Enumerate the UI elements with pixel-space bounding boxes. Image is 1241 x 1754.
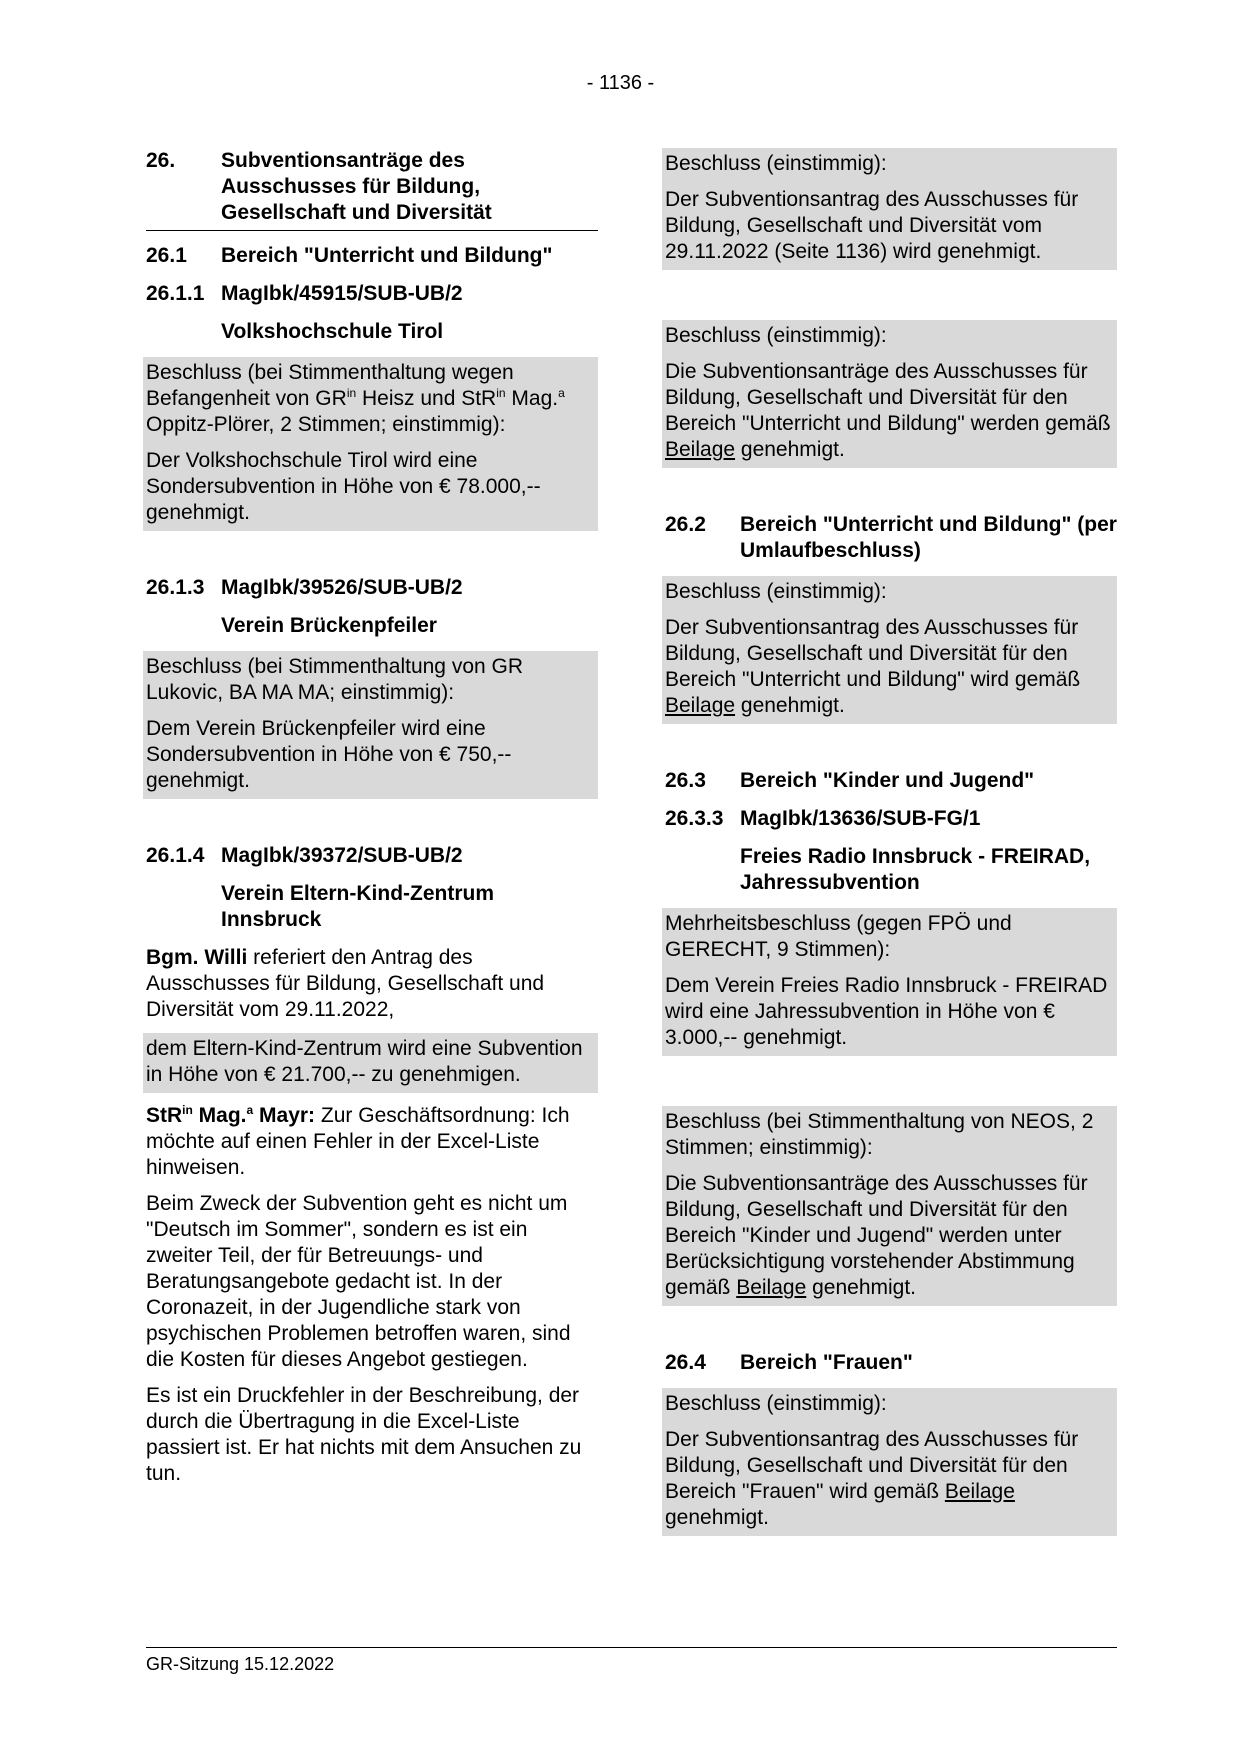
resolution-box xyxy=(143,651,598,799)
section-title: Subventionsanträge des Ausschusses für Bildung, Gesellschaft und Diversität xyxy=(221,149,492,224)
resolution-vote: Beschluss (bei Stimmenthaltung von NEOS, 2 Stimmen; einstimmig): xyxy=(665,1110,1094,1159)
section-title: MagIbk/39372/SUB-UB/2 xyxy=(221,844,463,867)
section-number: 26.2 xyxy=(665,513,706,536)
section-subtitle: Freies Radio Innsbruck - FREIRAD, Jahressubvention xyxy=(740,845,1091,894)
section-title: Bereich "Frauen" xyxy=(740,1351,913,1374)
section-title: MagIbk/39526/SUB-UB/2 xyxy=(221,576,463,599)
resolution-vote: Beschluss (einstimmig): xyxy=(665,1392,887,1415)
resolution-vote: Beschluss (bei Stimmenthaltung wegen Befangenheit von $GR^{in}$ Heisz und StR$^{in}$ Mag.$^a$ Oppitz-Plörer, 2 Stimmen; einstimmig): xyxy=(146,361,565,436)
section-26-1-1-heading xyxy=(146,281,598,307)
section-title: Bereich "Unterricht und Bildung" (per Umlaufbeschluss) xyxy=(740,513,1117,562)
attachment-link[interactable]: Beilage xyxy=(944,1480,1015,1503)
footer-text: GR-Sitzung 15.12.2022 xyxy=(146,1654,335,1674)
section-subtitle: Volkshochschule Tirol xyxy=(221,320,444,343)
section-number: 26.3 xyxy=(665,769,706,792)
resolution-box xyxy=(662,148,1117,270)
section-number: 26.1.3 xyxy=(146,576,205,599)
section-26-2-heading xyxy=(665,512,1117,564)
resolution-vote: Beschluss (einstimmig): xyxy=(665,152,887,175)
attachment-link[interactable]: Beilage xyxy=(736,1276,807,1299)
resolution-text: Dem Verein Freies Radio Innsbruck - FREIRAD wird eine Jahressubvention in Höhe von € 3.000,-- genehmigt. xyxy=(665,974,1108,1049)
left-column xyxy=(146,148,598,1487)
resolution-text: Der Volkshochschule Tirol wird eine Sondersubvention in Höhe von € 78.000,-- genehmigt. xyxy=(146,449,541,524)
section-subtitle: Verein Brückenpfeiler xyxy=(221,614,437,637)
section-title: MagIbk/13636/SUB-FG/1 xyxy=(740,807,981,830)
section-26-1-1-subtitle xyxy=(146,319,598,345)
resolution-vote: Mehrheitsbeschluss (gegen FPÖ und GERECHT, 9 Stimmen): xyxy=(665,912,1012,961)
attachment-link[interactable]: Beilage xyxy=(665,438,736,461)
section-26-3-heading xyxy=(665,768,1117,794)
resolution-text: Der Subventionsantrag des Ausschusses für Bildung, Gesellschaft und Diversität für den Bereich "Frauen" wird gemäß Beilage genehmigt. xyxy=(665,1428,1079,1529)
section-subtitle: Verein Eltern-Kind-Zentrum Innsbruck xyxy=(221,882,495,931)
section-26-1-4-heading xyxy=(146,843,598,869)
attachment-link[interactable]: Beilage xyxy=(665,694,736,717)
section-26-heading xyxy=(146,148,598,231)
speaker-paragraph: StR$^{in}$ Mag.$^a$ Mayr: Zur Geschäftsordnung: Ich möchte auf einen Fehler in der Excel-Liste hinweisen. xyxy=(146,1103,570,1179)
section-26-1-3-heading xyxy=(146,575,598,601)
footer-divider xyxy=(146,1647,1117,1648)
section-number: 26.4 xyxy=(665,1351,706,1374)
resolution-text: Die Subventionsanträge des Ausschusses für Bildung, Gesellschaft und Diversität für den Bereich "Kinder und Jugend" werden unter Berücksichtigung vorstehender Abstimmung gemäß Beilage genehmigt. xyxy=(665,1172,1088,1299)
section-26-4-heading xyxy=(665,1350,1117,1376)
resolution-box xyxy=(662,576,1117,724)
section-number: 26.1 xyxy=(146,244,187,267)
resolution-text: Die Subventionsanträge des Ausschusses für Bildung, Gesellschaft und Diversität für den Bereich "Unterricht und Bildung" werden gemäß Beilage genehmigt. xyxy=(665,360,1111,461)
body-paragraph: Beim Zweck der Subvention geht es nicht um "Deutsch im Sommer", sondern es ist ein zweiter Teil, der für Betreuungs- und Beratungsangebote gedacht ist. In der Coronazeit, in der Jugendliche stark von psychischen Problemen betroffen waren, sind die Kosten für dieses Angebot gestiegen. xyxy=(146,1192,571,1371)
resolution-vote: Beschluss (bei Stimmenthaltung von GR Lukovic, BA MA MA; einstimmig): xyxy=(146,655,524,704)
section-number: 26.1.4 xyxy=(146,844,205,867)
section-26-1-3-subtitle xyxy=(146,613,598,639)
section-26-3-3-heading xyxy=(665,806,1117,832)
resolution-box xyxy=(662,1106,1117,1306)
body-paragraph: Es ist ein Druckfehler in der Beschreibung, der durch die Übertragung in die Excel-Liste passiert ist. Er hat nichts mit dem Ansuchen zu tun. xyxy=(146,1384,582,1485)
resolution-box xyxy=(662,1388,1117,1536)
resolution-text: Dem Verein Brückenpfeiler wird eine Sondersubvention in Höhe von € 750,-- genehmigt. xyxy=(146,717,512,792)
speaker-paragraph: Bgm. Willi referiert den Antrag des Ausschusses für Bildung, Gesellschaft und Diversität vom 29.11.2022, xyxy=(146,946,545,1021)
resolution-text: Der Subventionsantrag des Ausschusses für Bildung, Gesellschaft und Diversität vom 29.11.2022 (Seite 1136) wird genehmigt. xyxy=(665,188,1079,263)
section-title: Bereich "Unterricht und Bildung" xyxy=(221,244,553,267)
resolution-vote: Beschluss (einstimmig): xyxy=(665,324,887,347)
resolution-box xyxy=(662,908,1117,1056)
motion-text: dem Eltern-Kind-Zentrum wird eine Subvention in Höhe von € 21.700,-- zu genehmigen. xyxy=(146,1037,583,1086)
section-26-1-4-subtitle xyxy=(146,881,598,933)
section-title: MagIbk/45915/SUB-UB/2 xyxy=(221,282,463,305)
section-26-1-heading xyxy=(146,243,598,269)
motion-box xyxy=(143,1033,598,1093)
resolution-text: Der Subventionsantrag des Ausschusses für Bildung, Gesellschaft und Diversität für den Bereich "Unterricht und Bildung" wird gemäß Beilage genehmigt. xyxy=(665,616,1081,717)
resolution-box xyxy=(662,320,1117,468)
section-26-3-3-subtitle xyxy=(665,844,1117,896)
page-number: - 1136 - xyxy=(586,72,655,94)
section-number: 26.3.3 xyxy=(665,807,724,830)
resolution-vote: Beschluss (einstimmig): xyxy=(665,580,887,603)
resolution-box xyxy=(143,357,598,531)
section-title: Bereich "Kinder und Jugend" xyxy=(740,769,1035,792)
section-number: 26. xyxy=(146,149,176,172)
section-number: 26.1.1 xyxy=(146,282,205,305)
right-column xyxy=(665,148,1117,1536)
